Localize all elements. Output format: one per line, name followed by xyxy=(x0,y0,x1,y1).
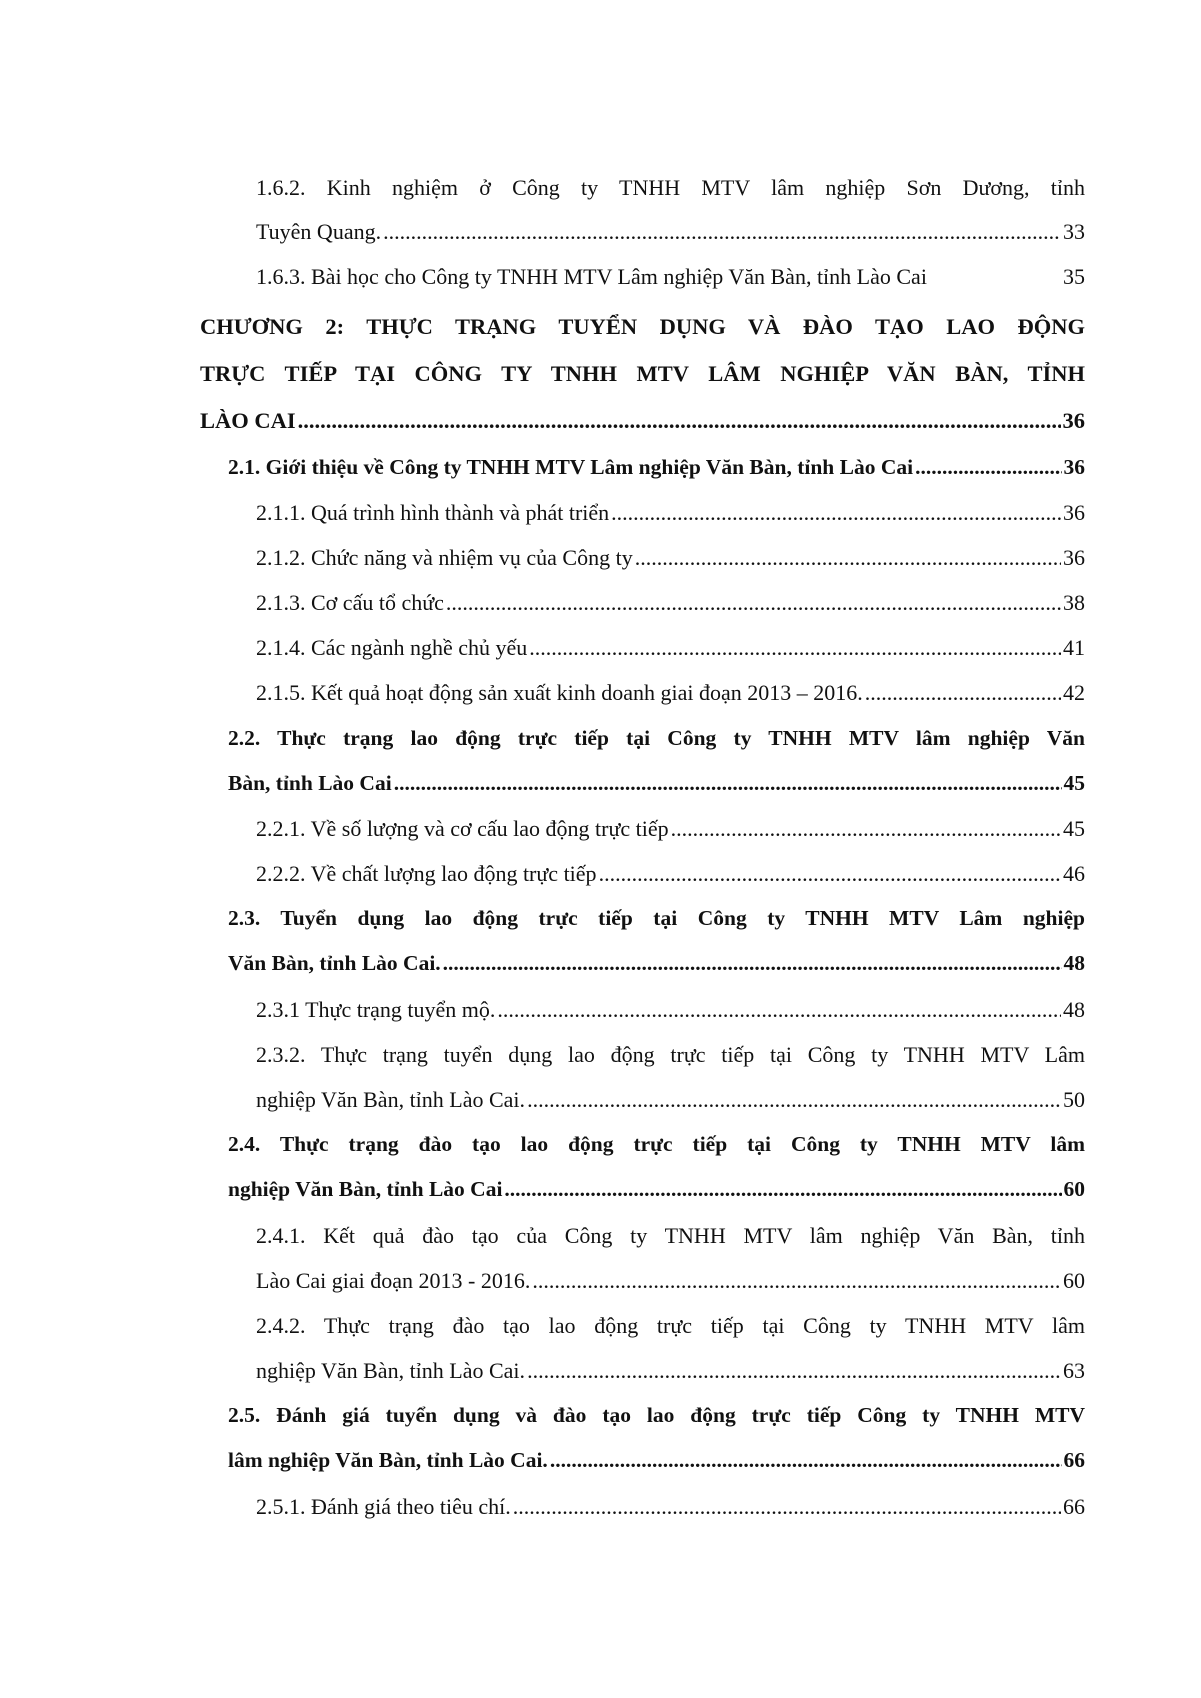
toc-leader-dots xyxy=(446,590,1061,616)
toc-entry-title: 2.4.1. Kết quả đào tạo của Công ty TNHH MTV lâm nghiệp Văn Bàn, tỉnh xyxy=(256,1223,1085,1248)
toc-entry xyxy=(256,816,1085,860)
toc-page-number: 48 xyxy=(1063,951,1085,975)
toc-page-number: 42 xyxy=(1063,680,1085,705)
toc-leader-dots xyxy=(599,861,1061,887)
toc-entry-title: 2.2.1. Về số lượng và cơ cấu lao động trực tiếp xyxy=(256,816,669,841)
toc-page-number: 41 xyxy=(1063,635,1085,660)
toc-page-number: 38 xyxy=(1063,590,1085,615)
toc-entry xyxy=(228,906,1085,950)
toc-entry-title: Văn Bàn, tỉnh Lào Cai. xyxy=(228,951,441,975)
toc-entry xyxy=(256,545,1085,589)
toc-leader-dots xyxy=(527,1358,1061,1384)
toc-entry xyxy=(200,314,1085,358)
toc-leader-dots xyxy=(298,408,1061,434)
toc-entry-title: CHƯƠNG 2: THỰC TRẠNG TUYỂN DỤNG VÀ ĐÀO TẠO LAO ĐỘNG xyxy=(200,314,1085,339)
toc-entry-title: Tuyên Quang. xyxy=(256,219,382,244)
toc-entry-title: nghiệp Văn Bàn, tỉnh Lào Cai xyxy=(228,1177,503,1201)
toc-entry-title: 2.3.2. Thực trạng tuyển dụng lao động trực tiếp tại Công ty TNHH MTV Lâm xyxy=(256,1042,1085,1067)
toc-leader-dots xyxy=(635,545,1061,571)
toc-page-number: 63 xyxy=(1063,1358,1085,1383)
toc-entry xyxy=(256,635,1085,679)
toc-entry xyxy=(256,861,1085,905)
toc-leader-dots xyxy=(513,1494,1061,1520)
toc-entry xyxy=(228,1132,1085,1176)
toc-entry-title: 1.6.3. Bài học cho Công ty TNHH MTV Lâm nghiệp Văn Bàn, tỉnh Lào Cai xyxy=(256,264,927,289)
toc-page-number: 36 xyxy=(1063,500,1085,525)
toc-entry-title: TRỰC TIẾP TẠI CÔNG TY TNHH MTV LÂM NGHIỆP VĂN BÀN, TỈNH xyxy=(200,361,1085,386)
toc-entry xyxy=(256,264,1085,308)
toc-leader-dots xyxy=(383,219,1061,245)
toc-entry-title: 2.1.3. Cơ cấu tổ chức xyxy=(256,590,444,615)
toc-entry xyxy=(256,590,1085,634)
toc-page-number: 36 xyxy=(1063,455,1085,479)
toc-page-number: 48 xyxy=(1063,997,1085,1022)
toc-leader-dots xyxy=(550,1448,1062,1473)
toc-entry-title: LÀO CAI xyxy=(200,408,296,433)
toc-entry xyxy=(228,726,1085,770)
toc-leader-dots xyxy=(497,997,1061,1023)
toc-entry xyxy=(228,1403,1085,1447)
toc-leader-dots xyxy=(865,680,1061,706)
toc-entry-title: 2.1.1. Quá trình hình thành và phát triển xyxy=(256,500,610,525)
toc-page-number: 66 xyxy=(1063,1494,1085,1519)
toc-leader-dots xyxy=(527,1087,1061,1113)
toc-entry xyxy=(256,997,1085,1041)
toc-page-number: 66 xyxy=(1063,1448,1085,1472)
toc-entry xyxy=(256,1268,1085,1312)
toc-entry xyxy=(256,1494,1085,1538)
toc-entry xyxy=(228,771,1085,815)
toc-entry-title: 2.5.1. Đánh giá theo tiêu chí. xyxy=(256,1494,511,1519)
toc-entry-title: 2.1.4. Các ngành nghề chủ yếu xyxy=(256,635,528,660)
toc-entry xyxy=(228,455,1085,499)
toc-entry-title: Lào Cai giai đoạn 2013 - 2016. xyxy=(256,1268,531,1293)
toc-page-number: 46 xyxy=(1063,861,1085,886)
toc-entry xyxy=(200,408,1085,452)
toc-entry xyxy=(256,680,1085,724)
toc-entry xyxy=(256,219,1085,263)
toc-entry xyxy=(256,175,1085,219)
toc-entry-title: lâm nghiệp Văn Bàn, tỉnh Lào Cai. xyxy=(228,1448,548,1472)
toc-entry-title: nghiệp Văn Bàn, tỉnh Lào Cai. xyxy=(256,1358,526,1383)
toc-entry-title: 2.5. Đánh giá tuyển dụng và đào tạo lao động trực tiếp Công ty TNHH MTV xyxy=(228,1403,1085,1427)
toc-entry-title: 2.1.5. Kết quả hoạt động sản xuất kinh doanh giai đoạn 2013 – 2016. xyxy=(256,680,863,705)
toc-entry-title: 2.1.2. Chức năng và nhiệm vụ của Công ty xyxy=(256,545,633,570)
toc-entry xyxy=(256,1358,1085,1402)
toc-entry-title: 2.4.2. Thực trạng đào tạo lao động trực tiếp tại Công ty TNHH MTV lâm xyxy=(256,1313,1085,1338)
toc-entry-title: 2.1. Giới thiệu về Công ty TNHH MTV Lâm nghiệp Văn Bàn, tỉnh Lào Cai xyxy=(228,455,914,479)
toc-leader-dots xyxy=(443,951,1062,976)
toc-leader-dots xyxy=(671,816,1061,842)
toc-leader-dots xyxy=(504,1177,1061,1202)
toc-page-number: 50 xyxy=(1063,1087,1085,1112)
toc-entry xyxy=(228,1177,1085,1221)
toc-entry-title: 2.4. Thực trạng đào tạo lao động trực tiếp tại Công ty TNHH MTV lâm xyxy=(228,1132,1085,1156)
toc-page-number: 36 xyxy=(1063,545,1085,570)
toc-entry-title: Bàn, tỉnh Lào Cai xyxy=(228,771,392,795)
toc-leader-dots xyxy=(394,771,1062,796)
toc-leader-dots xyxy=(529,635,1061,661)
toc-entry xyxy=(200,361,1085,405)
toc-page-number: 33 xyxy=(1063,219,1085,244)
toc-entry xyxy=(256,500,1085,544)
toc-entry xyxy=(228,951,1085,995)
toc-page-number: 45 xyxy=(1063,816,1085,841)
toc-entry xyxy=(228,1448,1085,1492)
toc-entry xyxy=(256,1042,1085,1086)
toc-entry xyxy=(256,1087,1085,1131)
toc-entry xyxy=(256,1313,1085,1357)
toc-entry xyxy=(256,1223,1085,1267)
toc-entry-title: 2.2.2. Về chất lượng lao động trực tiếp xyxy=(256,861,597,886)
toc-page-number: 35 xyxy=(1063,264,1085,289)
toc-leader-dots xyxy=(611,500,1061,526)
toc-page-number: 60 xyxy=(1063,1268,1085,1293)
toc-leader-dots xyxy=(915,455,1061,480)
toc-page-number: 36 xyxy=(1062,408,1085,433)
toc-page-number: 60 xyxy=(1063,1177,1085,1201)
toc-leader-dots xyxy=(532,1268,1061,1294)
toc-page-number: 45 xyxy=(1063,771,1085,795)
toc-entry-title: 2.2. Thực trạng lao động trực tiếp tại Công ty TNHH MTV lâm nghiệp Văn xyxy=(228,726,1085,750)
toc-entry-title: nghiệp Văn Bàn, tỉnh Lào Cai. xyxy=(256,1087,526,1112)
toc-entry-title: 1.6.2. Kinh nghiệm ở Công ty TNHH MTV lâm nghiệp Sơn Dương, tỉnh xyxy=(256,175,1085,200)
toc-entry-title: 2.3. Tuyển dụng lao động trực tiếp tại Công ty TNHH MTV Lâm nghiệp xyxy=(228,906,1085,930)
toc-entry-title: 2.3.1 Thực trạng tuyển mộ. xyxy=(256,997,496,1022)
